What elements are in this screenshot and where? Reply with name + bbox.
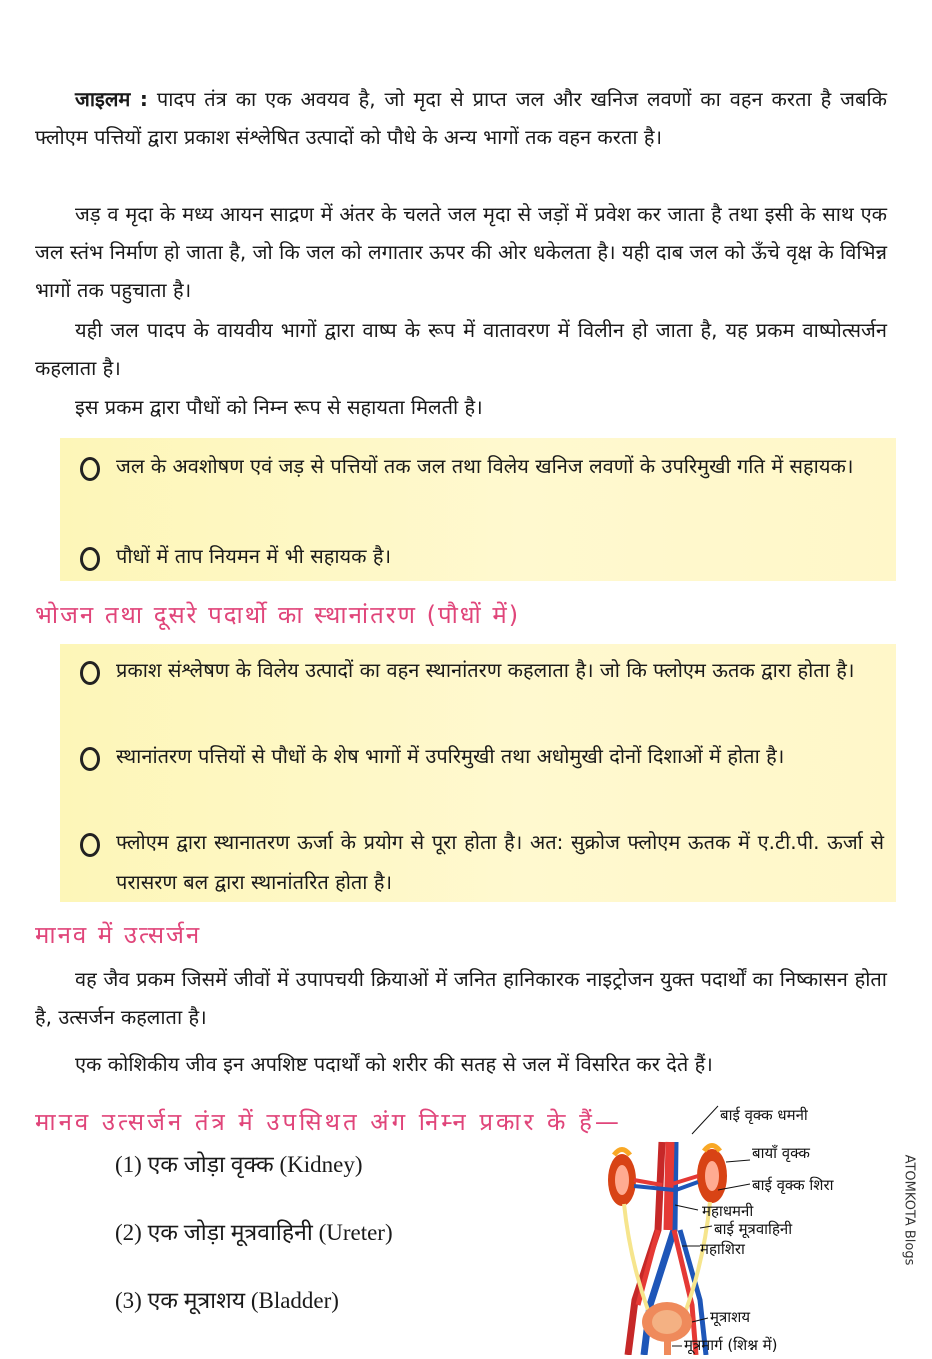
paragraph-xylem xyxy=(35,80,887,156)
label-renal-vein: बाई वृक्क शिरा xyxy=(752,1176,834,1194)
list-item xyxy=(78,536,884,576)
excretory-system-diagram xyxy=(600,1100,860,1355)
label-vena-cava: महाशिरा xyxy=(700,1240,745,1258)
label-kidney: बायाँ वृक्क xyxy=(752,1144,810,1162)
xylem-description: पादप तंत्र का एक अवयव है, जो मृदा से प्राप्त जल और खनिज लवणों का वहन करता है जबकि फ्लोएम पत्तियों द्वारा प्रकाश संश्लेषित उत्पादों को पौधे के अन्य भागों तक वहन करता है। xyxy=(35,87,887,149)
paragraph-benefits-intro: इस प्रकम द्वारा पौधों को निम्न रूप से सहायता मिलती है। xyxy=(75,395,483,419)
transpiration-benefits-box xyxy=(60,438,896,581)
watermark-text: ATOMKOTA Blogs xyxy=(901,1154,917,1266)
list-item xyxy=(78,650,884,690)
paragraph-root-pressure: जड़ व मृदा के मध्य आयन साद्रण में अंतर के चलते जल मृदा से जड़ों में प्रवेश कर जाता है तथा इसी के साथ एक जल स्तंभ निर्माण हो जाता है, जो कि जल को लगातार ऊपर की ओर धकेलता है। यही दाब जल को ऊँचे वृक्ष के विभिन्न भागों तक पहुचाता है। xyxy=(35,202,887,302)
circle-bullet-icon xyxy=(80,833,100,857)
label-renal-artery: बाई वृक्क धमनी xyxy=(720,1106,808,1124)
list-item xyxy=(78,446,884,486)
side-watermark xyxy=(896,1105,922,1315)
label-urethra: मूत्रमार्ग (शिश्न में) xyxy=(684,1336,778,1354)
organ-item-bladder: (3) एक मूत्राशय (Bladder) xyxy=(115,1288,339,1313)
circle-bullet-icon xyxy=(80,547,100,571)
circle-bullet-icon xyxy=(80,661,100,685)
paragraph-unicellular: एक कोशिकीय जीव इन अपशिष्ट पदार्थों को शरीर की सतह से जल में विसरित कर देते हैं। xyxy=(75,1052,713,1076)
list-item-text: फ्लोएम द्वारा स्थानातरण ऊर्जा के प्रयोग से पूरा होता है। अत: सुक्रोज फ्लोएम ऊतक में ए.टी.पी. ऊर्जा से परासरण बल द्वारा स्थानांतरित होता है। xyxy=(116,830,884,894)
list-item-text: पौधों में ताप नियमन में भी सहायक है। xyxy=(116,544,392,568)
organ-item-kidney: (1) एक जोड़ा वृक्क (Kidney) xyxy=(115,1152,363,1177)
translocation-box xyxy=(60,644,896,902)
label-bladder: मूत्राशय xyxy=(710,1308,751,1326)
paragraph-transpiration: यही जल पादप के वायवीय भागों द्वारा वाष्प के रूप में वातावरण में विलीन हो जाता है, यह प्रकम वाष्पोत्सर्जन कहलाता है। xyxy=(35,318,887,380)
list-item-text: स्थानांतरण पत्तियों से पौधों के शेष भागों में उपरिमुखी तथा अधोमुखी दोनों दिशाओं में होता है। xyxy=(116,744,785,768)
label-ureter: बाई मूत्रवाहिनी xyxy=(714,1220,793,1238)
heading-human-excretion: मानव में उत्सर्जन xyxy=(35,921,202,949)
heading-translocation: भोजन तथा दूसरे पदार्थो का स्थानांतरण (पौधों में) xyxy=(35,601,521,629)
term-xylem: जाइलम : xyxy=(75,87,148,111)
heading-excretory-organs: मानव उत्सर्जन तंत्र में उपसिथत अंग निम्न प्रकार के हैं— xyxy=(35,1108,622,1136)
paragraph-excretion-definition: वह जैव प्रकम जिसमें जीवों में उपापचयी क्रियाओं में जनित हानिकारक नाइट्रोजन युक्त पदार्थों का निष्कासन होता है, उत्सर्जन कहलाता है। xyxy=(35,967,887,1029)
list-item-text: जल के अवशोषण एवं जड़ से पत्तियों तक जल तथा विलेय खनिज लवणों के उपरिमुखी गति में सहायक। xyxy=(116,454,854,478)
circle-bullet-icon xyxy=(80,457,100,481)
label-aorta: महाधमनी xyxy=(702,1202,754,1220)
circle-bullet-icon xyxy=(80,747,100,771)
list-item xyxy=(78,822,884,902)
list-item-text: प्रकाश संश्लेषण के विलेय उत्पादों का वहन स्थानांतरण कहलाता है। जो कि फ्लोएम ऊतक द्वारा होता है। xyxy=(116,658,855,682)
list-item xyxy=(78,736,884,776)
organ-item-ureter: (2) एक जोड़ा मूत्रवाहिनी (Ureter) xyxy=(115,1220,393,1245)
